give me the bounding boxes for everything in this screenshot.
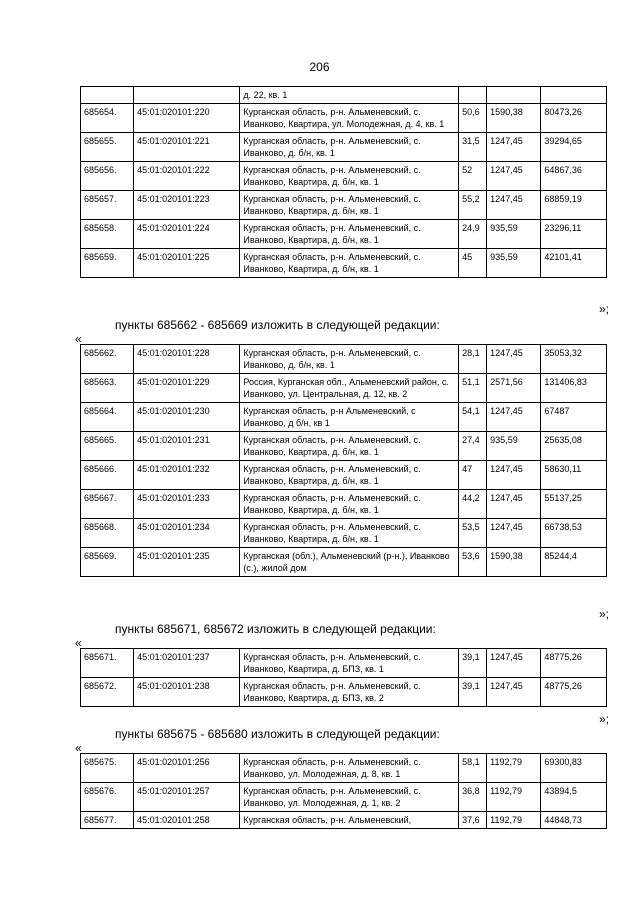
cadastral-number-cell: 45:01:020101:225 (134, 249, 240, 278)
cadastral-number-cell: 45:01:020101:222 (134, 162, 240, 191)
cadastral-value-cell: 55137,25 (541, 490, 607, 519)
cadastral-value-cell: 69300,83 (541, 754, 607, 783)
cadastral-number-cell: 45:01:020101:233 (134, 490, 240, 519)
area-cell: 52 (459, 162, 487, 191)
opening-quote-3: « (75, 636, 82, 650)
cadastral-value-cell: 67487 (541, 403, 607, 432)
opening-quote-4: « (75, 741, 82, 755)
row-number-cell (81, 87, 134, 104)
row-number-cell: 685671. (81, 649, 134, 678)
cadastral-price-cell: 1247,45 (487, 649, 541, 678)
cadastral-number-cell: 45:01:020101:256 (134, 754, 240, 783)
cadastral-price-cell: 1247,45 (487, 345, 541, 374)
cadastral-price-cell: 1192,79 (487, 783, 541, 812)
cadastral-number-cell: 45:01:020101:231 (134, 432, 240, 461)
table-row (81, 548, 607, 577)
page-number: 206 (309, 60, 330, 74)
cadastral-value-cell: 66738,53 (541, 519, 607, 548)
property-table-2 (80, 344, 607, 577)
area-cell: 45 (459, 249, 487, 278)
cadastral-value-cell: 64867,36 (541, 162, 607, 191)
table-row (81, 191, 607, 220)
address-cell: Курганская область, р-н. Альменевский, с. Иванково, д. б/н, кв. 1 (240, 345, 459, 374)
address-cell: Курганская область, р-н. Альменевский, с. Иванково, Квартира, д. б/н, кв. 1 (240, 249, 459, 278)
cadastral-value-cell: 43894,5 (541, 783, 607, 812)
cadastral-value-cell: 25635,08 (541, 432, 607, 461)
cadastral-price-cell (487, 87, 541, 104)
cadastral-price-cell: 2571,56 (487, 374, 541, 403)
address-cell: Россия, Курганская обл., Альменевский район, с. Иванково, ул. Центральная, д. 12, кв. 2 (240, 374, 459, 403)
cadastral-price-cell: 1590,38 (487, 548, 541, 577)
cadastral-price-cell: 935,59 (487, 432, 541, 461)
row-number-cell: 685669. (81, 548, 134, 577)
cadastral-number-cell: 45:01:020101:234 (134, 519, 240, 548)
cadastral-number-cell: 45:01:020101:228 (134, 345, 240, 374)
cadastral-price-cell: 1247,45 (487, 403, 541, 432)
area-cell: 54,1 (459, 403, 487, 432)
area-cell: 24,9 (459, 220, 487, 249)
cadastral-number-cell (134, 87, 240, 104)
table-row (81, 754, 607, 783)
table-row (81, 783, 607, 812)
area-cell: 44,2 (459, 490, 487, 519)
closing-quote-2: »; (598, 607, 609, 621)
cadastral-price-cell: 1192,79 (487, 812, 541, 829)
row-number-cell: 685672. (81, 678, 134, 707)
address-cell: Курганская область, р-н. Альменевский, с. Иванково, Квартира, д. б/н, кв. 1 (240, 519, 459, 548)
address-cell: Курганская область, р-н. Альменевский, с. Иванково, Квартира, д. БПЗ, кв. 2 (240, 678, 459, 707)
cadastral-value-cell: 58630,11 (541, 461, 607, 490)
table-row (81, 162, 607, 191)
table-row (81, 490, 607, 519)
table-row (81, 432, 607, 461)
area-cell: 37,6 (459, 812, 487, 829)
row-number-cell: 685676. (81, 783, 134, 812)
row-number-cell: 685659. (81, 249, 134, 278)
cadastral-value-cell: 68859,19 (541, 191, 607, 220)
cadastral-price-cell: 1247,45 (487, 519, 541, 548)
cadastral-value-cell: 42101,41 (541, 249, 607, 278)
cadastral-value-cell: 44848,73 (541, 812, 607, 829)
area-cell: 58,1 (459, 754, 487, 783)
cadastral-number-cell: 45:01:020101:223 (134, 191, 240, 220)
area-cell: 47 (459, 461, 487, 490)
cadastral-number-cell: 45:01:020101:221 (134, 133, 240, 162)
cadastral-price-cell: 1247,45 (487, 461, 541, 490)
table-row (81, 249, 607, 278)
cadastral-value-cell: 23296,11 (541, 220, 607, 249)
cadastral-number-cell: 45:01:020101:232 (134, 461, 240, 490)
area-cell: 31,5 (459, 133, 487, 162)
address-cell: Курганская область, р-н. Альменевский, с. Иванково, Квартира, д. б/н, кв. 1 (240, 490, 459, 519)
address-cell: д. 22, кв. 1 (240, 87, 459, 104)
cadastral-price-cell: 1590,38 (487, 104, 541, 133)
row-number-cell: 685665. (81, 432, 134, 461)
cadastral-number-cell: 45:01:020101:230 (134, 403, 240, 432)
table-row (81, 403, 607, 432)
address-cell: Курганская область, р-н. Альменевский, с. Иванково, д. б/н, кв. 1 (240, 133, 459, 162)
cadastral-price-cell: 1247,45 (487, 191, 541, 220)
address-cell: Курганская область, р-н. Альменевский, с. Иванково, Квартира, д. б/н, кв. 1 (240, 432, 459, 461)
area-cell: 51,1 (459, 374, 487, 403)
area-cell: 53,6 (459, 548, 487, 577)
address-cell: Курганская область, р-н. Альменевский, с. Иванково, Квартира, д. б/н, кв. 1 (240, 220, 459, 249)
address-cell: Курганская (обл.), Альменевский (р-н.), Иванково (с.), жилой дом (240, 548, 459, 577)
cadastral-number-cell: 45:01:020101:238 (134, 678, 240, 707)
cadastral-price-cell: 1192,79 (487, 754, 541, 783)
row-number-cell: 685667. (81, 490, 134, 519)
address-cell: Курганская область, р-н. Альменевский, с. Иванково, Квартира, д. б/н, кв. 1 (240, 461, 459, 490)
cadastral-number-cell: 45:01:020101:258 (134, 812, 240, 829)
row-number-cell: 685666. (81, 461, 134, 490)
cadastral-price-cell: 1247,45 (487, 490, 541, 519)
address-cell: Курганская область, р-н. Альменевский, с. Иванково, Квартира, д. БПЗ, кв. 1 (240, 649, 459, 678)
table-row (81, 104, 607, 133)
address-cell: Курганская область, р-н Альменевский, с Иванково, д б/н, кв 1 (240, 403, 459, 432)
area-cell (459, 87, 487, 104)
area-cell: 39,1 (459, 649, 487, 678)
address-cell: Курганская область, р-н. Альменевский, с. Иванково, ул. Молодежная, д. 8, кв. 1 (240, 754, 459, 783)
cadastral-price-cell: 1247,45 (487, 678, 541, 707)
table-row (81, 87, 607, 104)
closing-quote-3: »; (598, 712, 609, 726)
opening-quote-2: « (75, 332, 82, 346)
cadastral-value-cell: 131406,83 (541, 374, 607, 403)
row-number-cell: 685668. (81, 519, 134, 548)
closing-quote-1: »; (598, 302, 609, 316)
row-number-cell: 685664. (81, 403, 134, 432)
table-row (81, 519, 607, 548)
property-table-4 (80, 753, 607, 829)
property-table-1 (80, 86, 607, 278)
address-cell: Курганская область, р-н. Альменевский, с. Иванково, Квартира, д. б/н, кв. 1 (240, 191, 459, 220)
row-number-cell: 685655. (81, 133, 134, 162)
row-number-cell: 685658. (81, 220, 134, 249)
address-cell: Курганская область, р-н. Альменевский, (240, 812, 459, 829)
cadastral-value-cell: 85244,4 (541, 548, 607, 577)
amendment-instruction-4: пункты 685675 - 685680 изложить в следующей редакции: (115, 727, 440, 741)
amendment-instruction-2: пункты 685662 - 685669 изложить в следующей редакции: (115, 318, 440, 332)
table-row (81, 133, 607, 162)
table-row (81, 345, 607, 374)
table-row (81, 649, 607, 678)
row-number-cell: 685677. (81, 812, 134, 829)
table-row (81, 374, 607, 403)
area-cell: 39,1 (459, 678, 487, 707)
amendment-instruction-3: пункты 685671, 685672 изложить в следующей редакции: (115, 622, 436, 636)
cadastral-price-cell: 1247,45 (487, 133, 541, 162)
area-cell: 53,5 (459, 519, 487, 548)
cadastral-price-cell: 935,59 (487, 249, 541, 278)
cadastral-number-cell: 45:01:020101:220 (134, 104, 240, 133)
cadastral-price-cell: 1247,45 (487, 162, 541, 191)
cadastral-number-cell: 45:01:020101:257 (134, 783, 240, 812)
cadastral-value-cell: 48775,26 (541, 678, 607, 707)
table-row (81, 461, 607, 490)
table-row (81, 220, 607, 249)
area-cell: 50,6 (459, 104, 487, 133)
row-number-cell: 685663. (81, 374, 134, 403)
cadastral-number-cell: 45:01:020101:237 (134, 649, 240, 678)
row-number-cell: 685656. (81, 162, 134, 191)
area-cell: 55,2 (459, 191, 487, 220)
cadastral-number-cell: 45:01:020101:235 (134, 548, 240, 577)
property-table-3 (80, 648, 607, 707)
address-cell: Курганская область, р-н. Альменевский, с. Иванково, Квартира, ул. Молодежная, д. 4, кв. 1 (240, 104, 459, 133)
cadastral-number-cell: 45:01:020101:229 (134, 374, 240, 403)
cadastral-value-cell: 39294,65 (541, 133, 607, 162)
row-number-cell: 685675. (81, 754, 134, 783)
row-number-cell: 685657. (81, 191, 134, 220)
address-cell: Курганская область, р-н. Альменевский, с. Иванково, ул. Молодежная, д. 1, кв. 2 (240, 783, 459, 812)
address-cell: Курганская область, р-н. Альменевский, с. Иванково, Квартира, д. б/н, кв. 1 (240, 162, 459, 191)
cadastral-value-cell: 80473,26 (541, 104, 607, 133)
cadastral-value-cell (541, 87, 607, 104)
row-number-cell: 685654. (81, 104, 134, 133)
table-row (81, 812, 607, 829)
cadastral-value-cell: 48775,26 (541, 649, 607, 678)
area-cell: 36,8 (459, 783, 487, 812)
table-row (81, 678, 607, 707)
cadastral-number-cell: 45:01:020101:224 (134, 220, 240, 249)
cadastral-price-cell: 935,59 (487, 220, 541, 249)
cadastral-value-cell: 35053,32 (541, 345, 607, 374)
row-number-cell: 685662. (81, 345, 134, 374)
area-cell: 27,4 (459, 432, 487, 461)
area-cell: 28,1 (459, 345, 487, 374)
